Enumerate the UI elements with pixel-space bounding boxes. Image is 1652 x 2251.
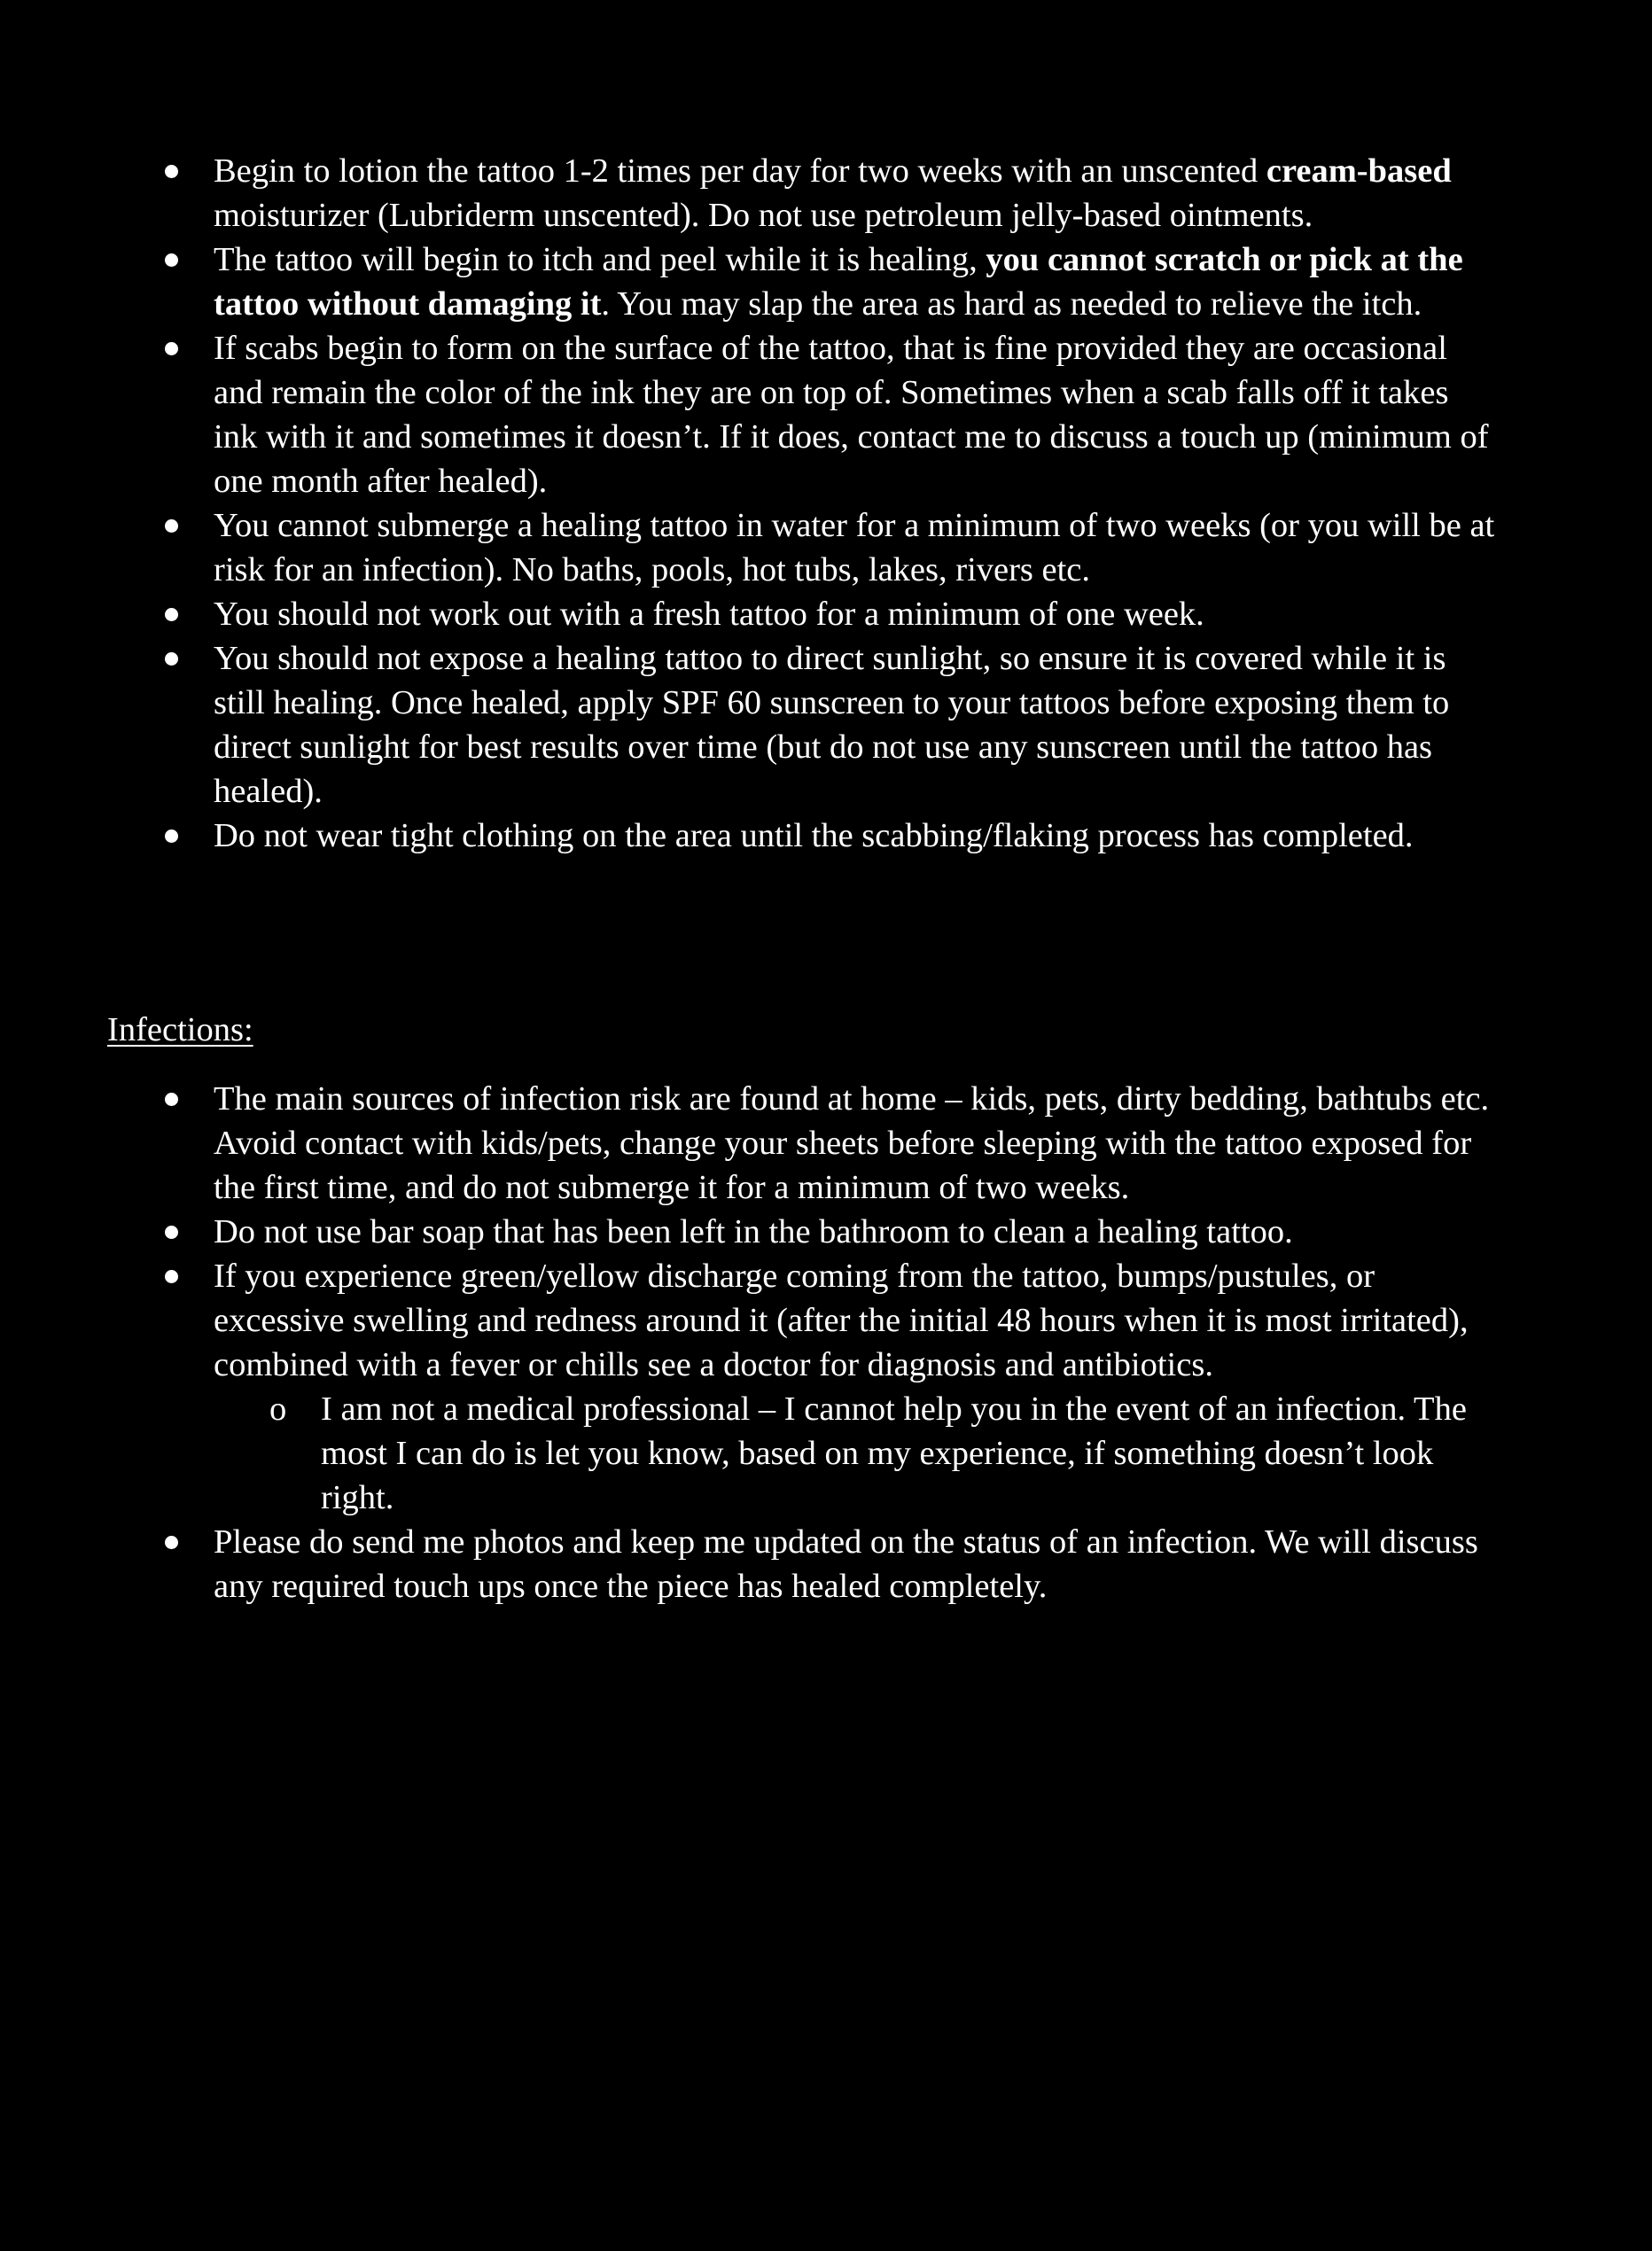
list-item bbox=[214, 1254, 1499, 1520]
infections-heading: Infections: bbox=[107, 1011, 253, 1048]
item-text: The main sources of infection risk are found at home – kids, pets, dirty bedding, bathtubs etc. Avoid contact with kids/pets, change your sheets before sleeping with the tattoo exposed for the first time, and do not submerge it for a minimum of two weeks. bbox=[214, 1080, 1490, 1206]
item-text: If you experience green/yellow discharge coming from the tattoo, bumps/pustules, or excessive swelling and redness around it (after the initial 48 hours when it is most irritated), combined with a fever or chills see a doctor for diagnosis and antibiotics. bbox=[214, 1258, 1469, 1383]
item-text: Please do send me photos and keep me updated on the status of an infection. We will discuss any required touch ups once the piece has healed completely. bbox=[214, 1523, 1478, 1605]
list-item bbox=[214, 636, 1499, 814]
item-text: . You may slap the area as hard as needed to relieve the itch. bbox=[601, 285, 1422, 323]
item-text: You should not expose a healing tattoo to direct sunlight, so ensure it is covered while it is still healing. Once healed, apply SPF 60 sunscreen to your tattoos before exposing them to direct sunlight for best results over time (but do not use any sunscreen until the tattoo has healed). bbox=[214, 640, 1450, 810]
aftercare-list bbox=[214, 149, 1499, 858]
item-text: Do not wear tight clothing on the area until the scabbing/flaking process has completed. bbox=[214, 817, 1414, 854]
list-item bbox=[214, 1210, 1499, 1254]
infections-list bbox=[214, 1077, 1499, 1608]
sub-list-item bbox=[321, 1387, 1504, 1520]
list-item bbox=[214, 592, 1499, 636]
item-text: Begin to lotion the tattoo 1-2 times per day for two weeks with an unscented bbox=[214, 152, 1266, 190]
item-text: You should not work out with a fresh tattoo for a minimum of one week. bbox=[214, 596, 1204, 633]
list-item bbox=[214, 149, 1499, 238]
item-text: If scabs begin to form on the surface of the tattoo, that is fine provided they are occasional and remain the color of the ink they are on top of. Sometimes when a scab falls off it takes ink with it and sometimes it doesn’t. If it does, contact me to discuss a touch up (minimum of one month after healed). bbox=[214, 330, 1489, 500]
item-emphasis: cream-based bbox=[1266, 152, 1452, 190]
item-text: The tattoo will begin to itch and peel while it is healing, bbox=[214, 241, 986, 278]
sub-list bbox=[321, 1387, 1504, 1520]
list-item bbox=[214, 326, 1499, 503]
list-item bbox=[214, 1520, 1499, 1608]
item-text: moisturizer (Lubriderm unscented). Do not use petroleum jelly-based ointments. bbox=[214, 197, 1313, 234]
list-item bbox=[214, 503, 1499, 592]
list-item bbox=[214, 814, 1499, 858]
list-item bbox=[214, 238, 1499, 326]
item-text: You cannot submerge a healing tattoo in water for a minimum of two weeks (or you will be at risk for an infection). No baths, pools, hot tubs, lakes, rivers etc. bbox=[214, 507, 1495, 588]
item-emphasis: you cannot scratch or pick at the tattoo without damaging it bbox=[214, 241, 1463, 323]
list-item bbox=[214, 1077, 1499, 1210]
item-text: Do not use bar soap that has been left in the bathroom to clean a healing tattoo. bbox=[214, 1213, 1293, 1250]
sub-item-text: I am not a medical professional – I cannot help you in the event of an infection. The most I can do is let you know, based on my experience, if something doesn’t look right. bbox=[321, 1390, 1467, 1516]
